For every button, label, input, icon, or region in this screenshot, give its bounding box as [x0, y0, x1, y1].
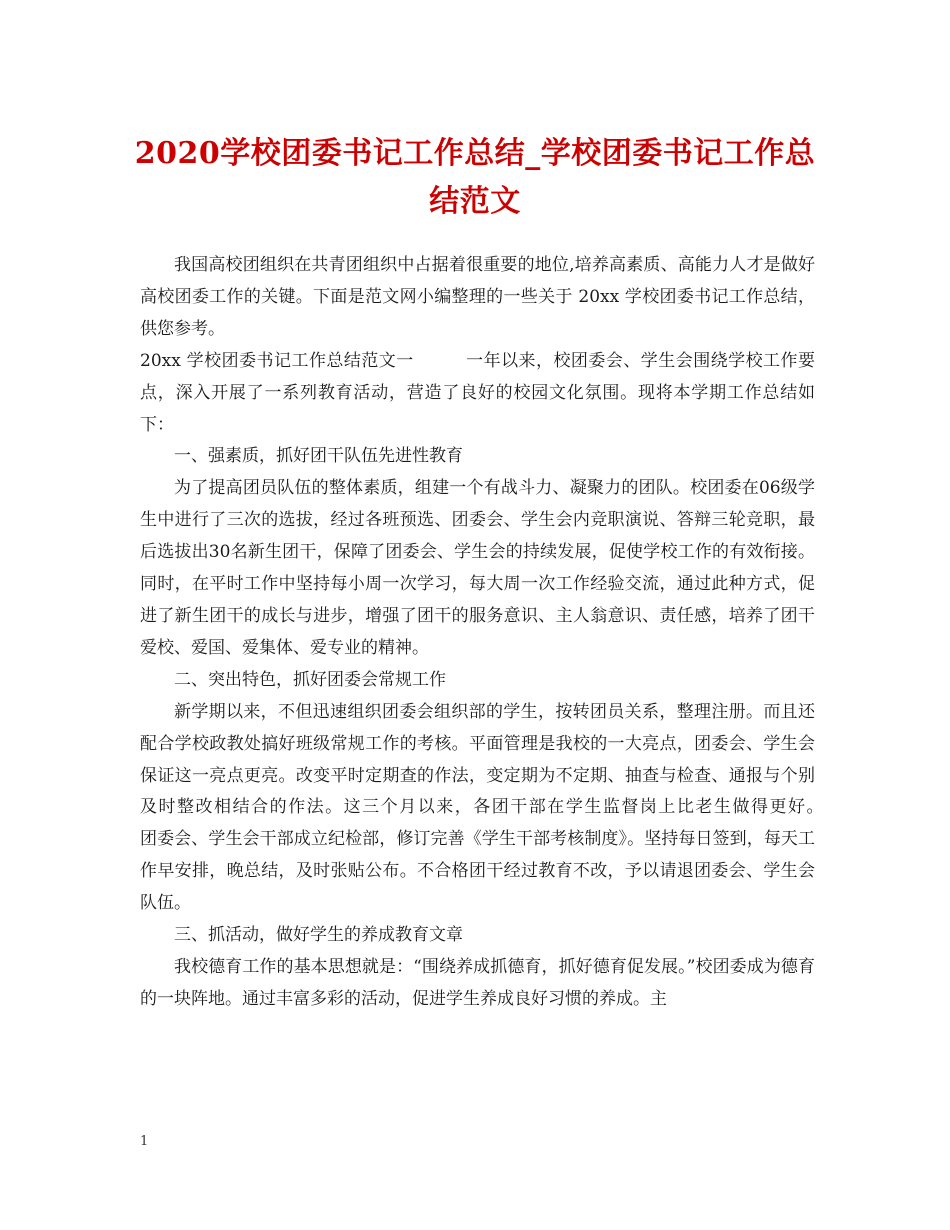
paragraph-section-2: 新学期以来，不但迅速组织团委会组织部的学生，按转团员关系，整理注册。而且还配合学校政教处搞好班级常规工作的考核。平面管理是我校的一大亮点，团委会、学生会保证这一亮点更亮。改变平时定期查的作法，变定期为不定期、抽查与检查、通报与个别及时整改相结合的作法。这三个月以来，各团干部在学生监督岗上比老生做得更好。 团委会、学生会干部成立纪检部，修订完善《学生干部考核制度》。坚持每日签到，每天工作早安排，晚总结，及时张贴公布。不合格团干经过教育不改，予以请退团委会、学生会队伍。 — [140, 701, 866, 914]
paragraph-section-one-intro: 20xx 学校团委书记工作总结范文一 一年以来，校团委会、学生会围绕学校工作要点，深入开展了一系列教育活动，营造了良好的校园文化氛围。现将本学期工作总结如下： — [140, 350, 815, 435]
document-title: 2020学校团委书记工作总结_学校团委书记工作总结范文 — [134, 136, 816, 219]
page-number: 1 — [140, 1134, 149, 1149]
paragraph-intro: 我国高校团组织在共青团组织中占据着很重要的地位,培养高素质、高能力人才是做好高校团委工作的关键。下面是范文网小编整理的一些关于 20xx 学校团委书记工作总结，供您参考。 — [140, 255, 815, 339]
document-body — [140, 250, 866, 1016]
paragraph-section-3: 我校德育工作的基本思想就是：“围绕养成抓德育，抓好德育促发展。”校团委成为德育的一块阵地。通过丰富多彩的活动，促进学生养成良好习惯的养成。主 — [140, 956, 815, 1009]
heading-section-3: 三、抓活动，做好学生的养成教育文章 — [174, 925, 463, 946]
heading-section-1: 一、强素质，抓好团干队伍先进性教育 — [174, 446, 463, 467]
paragraph-section-1: 为了提高团员队伍的整体素质，组建一个有战斗力、凝聚力的团队。校团委在06级学生中进行了三次的选拔，经过各班预选、团委会、学生会内竞职演说、答辩三轮竞职，最后选拔出30名新生团干，保障了团委会、学生会的持续发展，促使学校工作的有效衔接。同时，在平时工作中坚持每小周一次学习，每大周一次工作经验交流，通过此种方式，促进了新生团干的成长与进步，增强了团干的服务意识、主人翁意识、责任感，培养了团干爱校、爱国、爱集体、爱专业的精神。 — [140, 478, 815, 658]
heading-section-2: 二、突出特色，抓好团委会常规工作 — [174, 669, 446, 690]
